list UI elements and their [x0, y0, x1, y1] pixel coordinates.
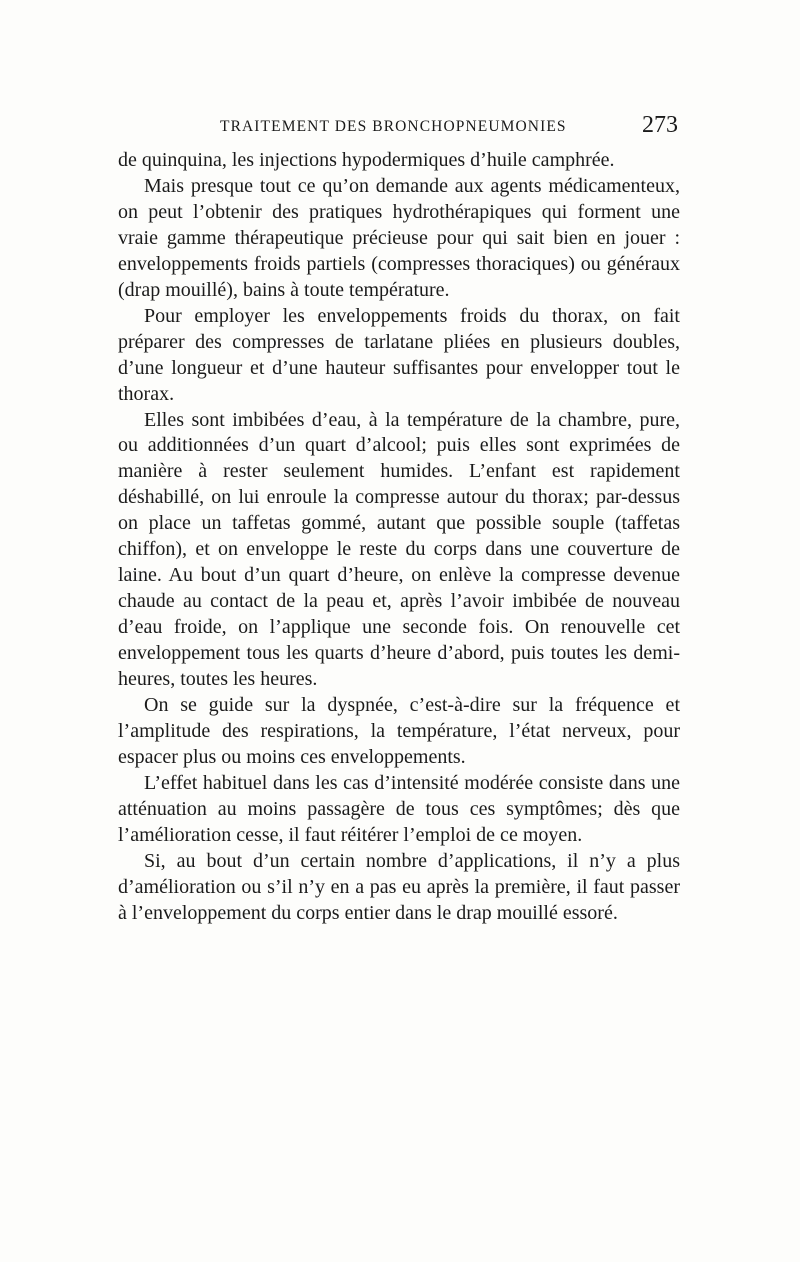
paragraph-cold-wraps: Pour employer les enveloppements froids du thorax, on fait préparer des compresses de tarlatane pliées en plusieurs doubles, d’une longueur et d’une hauteur suffisantes pour envelopper tout le thorax. [118, 304, 680, 405]
paragraph-compress-procedure: Elles sont imbibées d’eau, à la température de la chambre, pure, ou additionnées d’un quart d’alcool; puis elles sont exprimées de manière à rester seulement humides. L’enfant est rapidement déshabillé, on lui enroule la compresse autour du thorax; par-dessus on place un taffetas gommé, autant que possible souple (taffetas chiffon), et on enveloppe le reste du corps dans une couverture de laine. Au bout d’un quart d’heure, on enlève la compresse devenue chaude au contact de la peau et, après l’avoir imbibée de nouveau d’eau froide, on l’applique une seconde fois. On renouvelle cet enveloppement tous les quarts d’heure d’abord, puis toutes les demi-heures, toutes les heures. [118, 408, 680, 691]
paragraph-wet-sheet: Si, au bout d’un certain nombre d’applications, il n’y a plus d’amélioration ou s’il n’y en a pas eu après la première, il faut passer à l’enveloppement du corps entier dans le drap mouillé essoré. [118, 849, 680, 924]
page-number: 273 [642, 112, 678, 138]
paragraph-continuation: de quinquina, les injections hypodermiques d’huile camphrée. [118, 149, 615, 171]
page-header [118, 112, 680, 148]
paragraph-hydrotherapy: Mais presque tout ce qu’on demande aux agents médicamenteux, on peut l’obtenir des pratiques hydrothérapiques qui forment une vraie gamme thérapeutique précieuse pour qui sait bien en jouer : enveloppements froids partiels (compresses thoraciques) ou généraux (drap mouillé), bains à toute température. [118, 174, 680, 301]
paragraph-usual-effect: L’effet habituel dans les cas d’intensité modérée consiste dans une atténuation au moins passagère de tous ces symptômes; dès que l’amélioration cesse, il faut réitérer l’emploi de ce moyen. [118, 771, 680, 846]
body-text [118, 148, 680, 927]
paragraph-dyspnea-guide: On se guide sur la dyspnée, c’est-à-dire sur la fréquence et l’amplitude des respirations, la température, l’état nerveux, pour espacer plus ou moins ces enveloppements. [118, 694, 680, 768]
running-title: TRAITEMENT DES BRONCHOPNEUMONIES [220, 118, 567, 135]
